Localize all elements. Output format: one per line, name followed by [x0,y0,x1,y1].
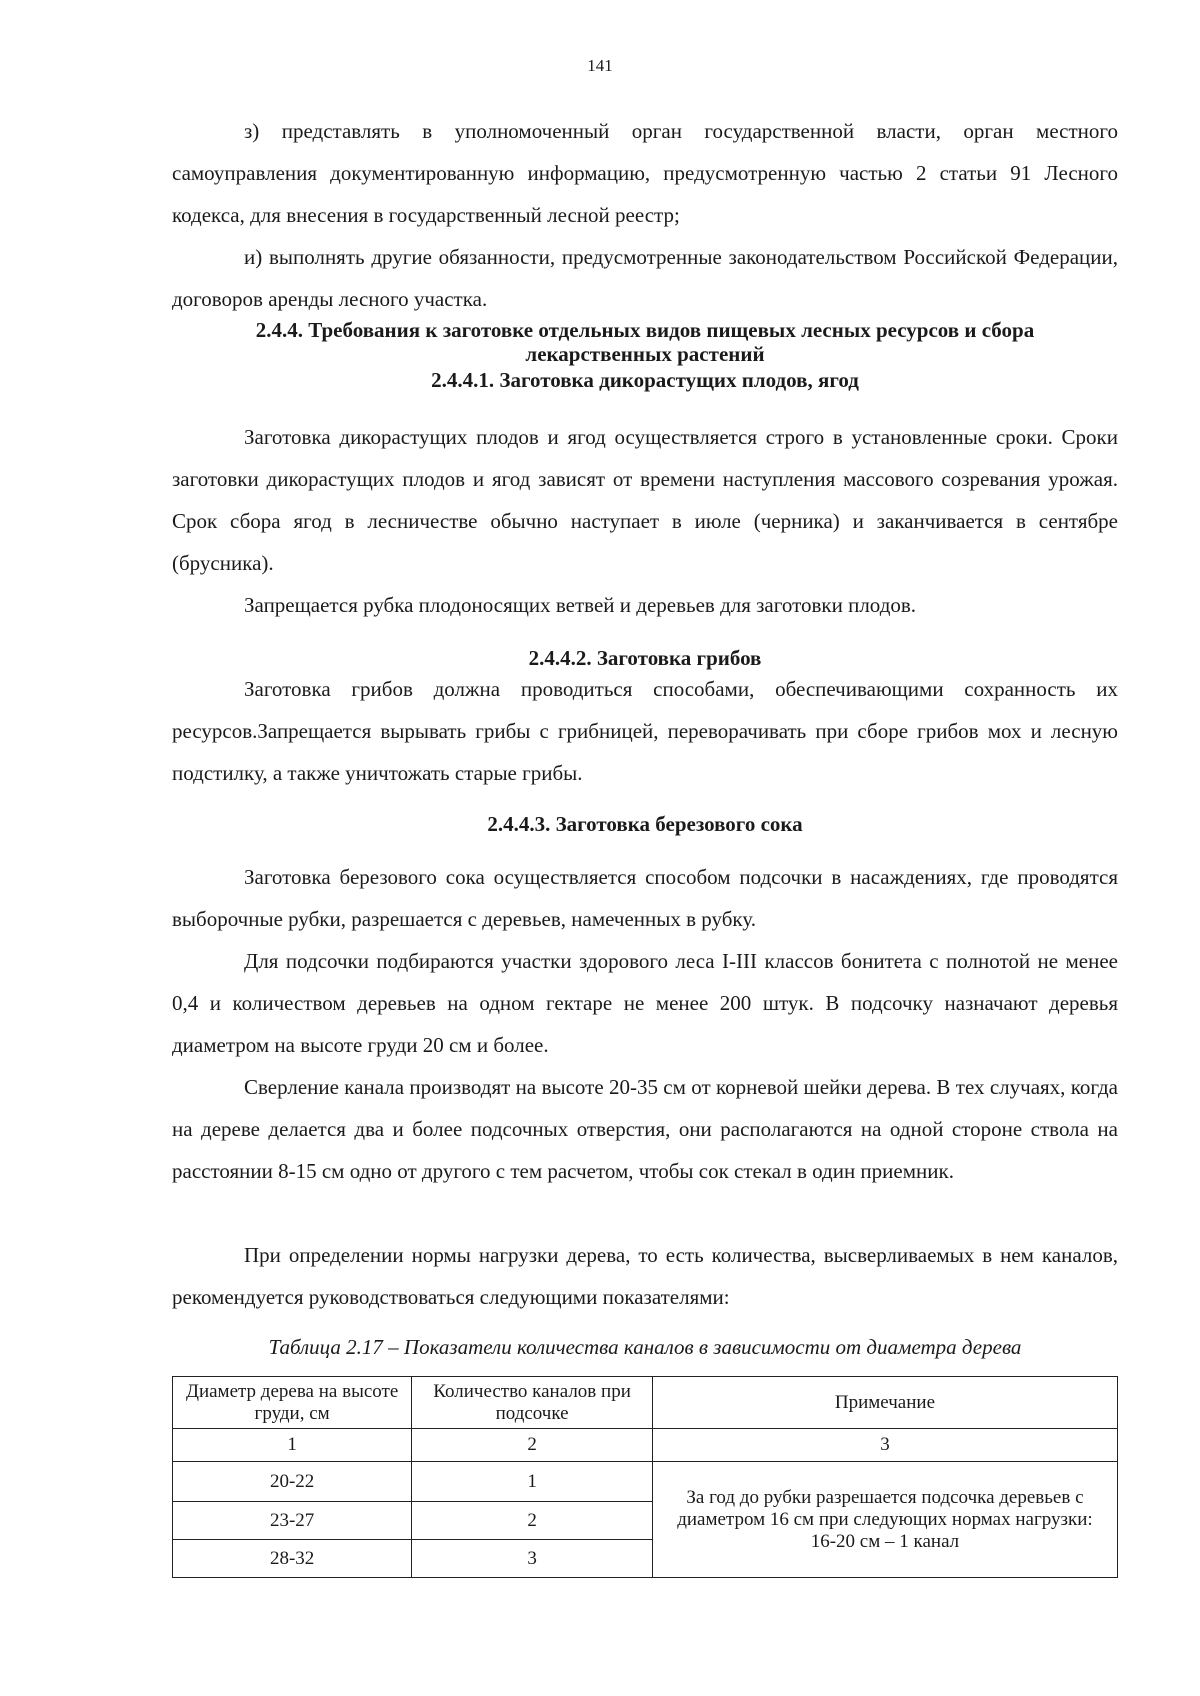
channels-cell: 1 [412,1462,653,1502]
diameter-cell: 28-32 [173,1540,412,1578]
channels-cell: 2 [412,1502,653,1540]
header-note: Примечание [652,1377,1117,1429]
heading-2-4-4-3: 2.4.4.3. Заготовка березового сока [487,812,803,836]
table-header-row [173,1377,1118,1429]
paragraph-z: з) представлять в уполномоченный орган государственной власти, орган местного самоуправления документированную информацию, предусмотренную частью 2 статьи 91 Лесного кодекса, для внесения в государственный лесной реестр; [172,119,1118,227]
heading-2-4-4 [172,318,1118,366]
paragraph-i: и) выполнять другие обязанности, предусмотренные законодательством Российской Федерации, договоров аренды лесного участка. [172,245,1118,311]
paragraph-mushrooms: Заготовка грибов должна проводиться способами, обеспечивающими сохранность их ресурсов.Запрещается вырывать грибы с грибницей, переворачивать при сборе грибов мох и лесную подстилку, а также уничтожать старые грибы. [172,677,1118,785]
table-number-row [173,1429,1118,1462]
header-channels: Количество каналов при подсочке [412,1377,653,1429]
heading-2-4-4-line1: 2.4.4. Требования к заготовке отдельных видов пищевых лесных ресурсов и сбора [255,318,1035,342]
paragraph-berries: Заготовка дикорастущих плодов и ягод осуществляется строго в установленные сроки. Сроки заготовки дикорастущих плодов и ягод зависят от времени наступления массового созревания урожая. Срок сбора ягод в лесничестве обычно наступает в июле (черника) и заканчивается в сентябре (брусника). [172,425,1118,575]
heading-2-4-4-2: 2.4.4.2. Заготовка грибов [528,646,762,670]
note-norm: 16-20 см – 1 канал [810,1530,960,1552]
paragraph-ban-branches: Запрещается рубка плодоносящих ветвей и деревьев для заготовки плодов. [244,593,917,617]
header-diameter: Диаметр дерева на высоте груди, см [173,1377,412,1429]
paragraph-site-selection: Для подсочки подбираются участки здорового леса I-III классов бонитета с полнотой не менее 0,4 и количеством деревьев на одном гектаре не менее 200 штук. В подсочку назначают деревья диаметром на высоте груди 20 см и более. [172,949,1118,1057]
heading-2-4-4-1: 2.4.4.1. Заготовка дикорастущих плодов, ягод [431,368,859,392]
tapping-table [172,1376,1118,1578]
column-number: 1 [173,1429,412,1462]
note-text: За год до рубки разрешается подсочка деревьев с диаметром 16 см при следующих нормах нагрузки: [677,1486,1093,1530]
heading-2-4-4-line2: лекарственных растений [525,342,765,366]
table-row [173,1462,1118,1502]
paragraph-birch-sap: Заготовка березового сока осуществляется способом подсочки в насаждениях, где проводятся выборочные рубки, разрешается с деревьев, намеченных в рубку. [172,865,1118,931]
note-cell [652,1462,1117,1578]
diameter-cell: 20-22 [173,1462,412,1502]
paragraph-load-norm: При определении нормы нагрузки дерева, то есть количества, высверливаемых в нем каналов, рекомендуется руководствоваться следующими показателями: [172,1243,1118,1309]
paragraph-drilling: Сверление канала производят на высоте 20-35 см от корневой шейки дерева. В тех случаях, когда на дереве делается два и более подсочных отверстия, они располагаются на одной стороне ствола на расстоянии 8-15 см одно от другого с тем расчетом, чтобы сок стекал в один приемник. [172,1075,1118,1183]
column-number: 3 [652,1429,1117,1462]
channels-cell: 3 [412,1540,653,1578]
column-number: 2 [412,1429,653,1462]
page-number: 141 [587,56,613,75]
diameter-cell: 23-27 [173,1502,412,1540]
table-caption: Таблица 2.17 – Показатели количества каналов в зависимости от диаметра дерева [268,1335,1022,1359]
